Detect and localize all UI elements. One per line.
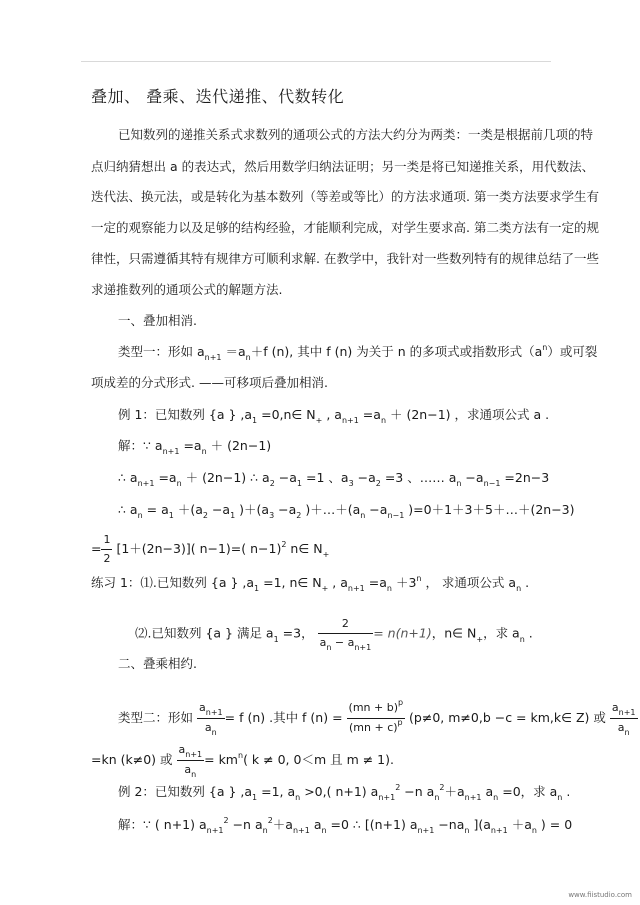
intro-line-5: 律性，只需遵循其特有规律方可顺利求解. 在教学中，我针对一些数列特有的规律总结了一些 xyxy=(91,251,599,266)
type2-line-2: =kn (k≠0) 或 $\frac{a_{n+1}}{a_n}$ = $km^n$( k ≠ 0, 0＜m 且 m ≠ 1). xyxy=(91,743,394,779)
solution-1-line-3: ∴ $a_n = a_1 +(a_2 -a_1$ )$+(a_3 -a_2$ )$+\dots+(a_n -a_{n-1}$ )=0＋1＋3＋5＋…＋(2n−3) xyxy=(118,502,575,520)
practice-1-part-1: 练习 1：⑴.已知数列 {a } $,a_1 =1$, n∈ $N_+$ , $a_{n+1} =a_n +3^n$ ， 求通项公式 $a_n$ . xyxy=(91,574,530,593)
fraction-half: $\frac{1}{2}$ xyxy=(103,533,111,565)
top-divider xyxy=(81,61,551,62)
fraction-ratio-2: $\frac{a_{n+1}}{a_n}$ xyxy=(611,701,636,737)
section-heading-1: 一、叠加相消. xyxy=(118,313,197,328)
fraction-ratio-1: $\frac{a_{n+1}}{a_n}$ xyxy=(199,701,223,737)
example-1: 例 1：已知数列 {a } $,a_1$ =0,n∈ $N_+$ , $a_{n+1} =a_n + (2n-1)$ ，求通项公式 a . xyxy=(118,407,550,425)
intro-line-6: 求递推数列的通项公式的解题方法. xyxy=(91,282,283,297)
page-title: 叠加、 叠乘、迭代递推、代数转化 xyxy=(91,87,345,106)
type1-line-1: 类型一：形如 $a_{n+1} =a_n+f$ (n), 其中 f (n) 为关于 n 的多项式或指数形式$(a^n)$或可裂 xyxy=(118,343,598,362)
fraction-fn: $\frac{(mn + b)^p}{(mn + c)^p}$ xyxy=(348,698,404,734)
intro-line-2: 点归纳猜想出 a 的表达式，然后用数学归纳法证明；另一类是将已知递推关系，用代数法、 xyxy=(91,159,595,174)
watermark-text: www.fiistudio.com xyxy=(568,891,632,899)
intro-line-3: 迭代法、换元法，或是转化为基本数列（等差或等比）的方法求通项. 第一类方法要求学生有 xyxy=(91,189,599,204)
solution-1-line-1: 解：∵ $a_{n+1} =a_n + (2n-1)$ xyxy=(118,438,272,456)
solution-1-line-2: ∴ $a_{n+1} =a_n + (2n-1)$ ∴ $a_2 -a_1 =1$ 、$a_3 -a_2 =3$ 、…… $a_n -a_{n-1} =2n-3$ xyxy=(118,470,550,488)
example-2: 例 2：已知数列 {a } $,a_1 =1$, $a_n >0$,( n+1) $a_{n+1}^2 -n$ $a_n^2+a_{n+1}$ $a_n =0$，求 $a_n$ . xyxy=(118,783,571,802)
practice-1-part-2: ⑵.已知数列 {a } 满足 $a_1 =3$， $\frac{2}{a_n - a_{n+1}}$ = n(n+1)，n∈ $N_+$，求 $a_n$ . xyxy=(135,617,533,652)
intro-line-4: 一定的观察能力以及足够的结构经验，才能顺利完成，对学生要求高. 第二类方法有一定的规 xyxy=(91,220,599,235)
type1-line-2: 项成差的分式形式. ——可移项后叠加相消. xyxy=(91,375,328,390)
solution-2: 解：∵ ( n+1) $a_{n+1}^2 -n$ $a_n^2+a_{n+1}$ $a_n =0$ ∴ [(n+1) $a_{n+1} -na_n$ ]($a_{n+1} +a_n$ ) = 0 xyxy=(118,816,573,835)
section-heading-2: 二、叠乘相约. xyxy=(118,656,197,671)
fraction-2-over-diff: $\frac{2}{a_n - a_{n+1}}$ xyxy=(319,617,372,652)
fraction-ratio-3: $\frac{a_{n+1}}{a_n}$ xyxy=(178,743,203,779)
type2-line-1: 类型二：形如 $\frac{a_{n+1}}{a_n}$ = f (n) .其中 f (n) = $\frac{(mn + b)^p}{(mn + c)^p}$ (p≠0, m≠0,b −c = km,k∈ Z) 或 $\frac{a_{n+1}}{a_n}$ xyxy=(118,698,636,737)
solution-1-line-4: = $\frac{1}{2}$ [1＋(2n−3)]( n−1)=( n−1)$^2$ n∈ $N_+$ xyxy=(91,533,330,565)
intro-line-1: 已知数列的递推关系式求数列的通项公式的方法大约分为两类：一类是根据前几项的特 xyxy=(118,127,594,142)
